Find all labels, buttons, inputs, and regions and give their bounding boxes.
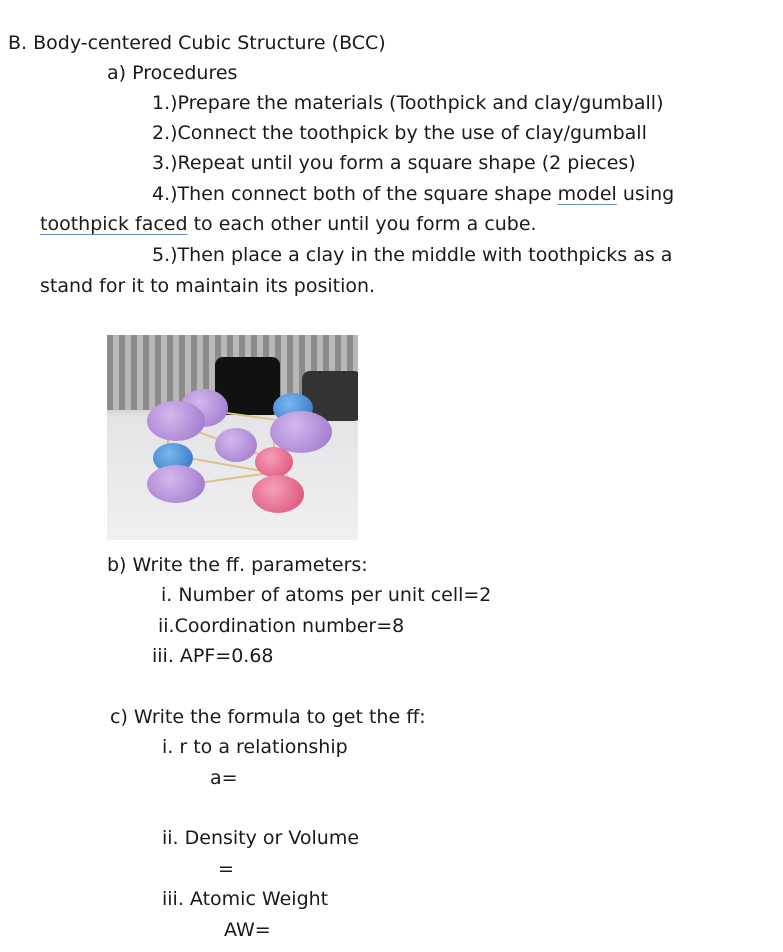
parameters-heading: b) Write the ff. parameters: xyxy=(107,554,368,576)
step-4-continued xyxy=(40,212,537,236)
bcc-model-photo xyxy=(107,335,358,540)
formula-aw-label: iii. Atomic Weight xyxy=(162,888,329,910)
step-3: 3.)Repeat until you form a square shape (2 pieces) xyxy=(152,152,636,174)
step-1: 1.)Prepare the materials (Toothpick and clay/gumball) xyxy=(152,92,664,114)
parameter-atoms-per-cell: i. Number of atoms per unit cell=2 xyxy=(161,584,492,606)
formula-aw-value: AW= xyxy=(224,919,271,941)
formula-r-label: i. r to a relationship xyxy=(162,736,348,758)
step-4 xyxy=(152,182,674,206)
section-title: B. Body-centered Cubic Structure (BCC) xyxy=(8,32,386,54)
purple-ball xyxy=(147,465,205,503)
formula-r-value: a= xyxy=(210,767,238,789)
pink-ball xyxy=(255,447,293,477)
step-4-text: 4.)Then connect both of the square shape xyxy=(152,183,558,205)
formulas-heading: c) Write the formula to get the ff: xyxy=(110,706,426,728)
parameter-coordination-number: ii.Coordination number=8 xyxy=(158,615,405,637)
step-4-text-3: to each other until you form a cube. xyxy=(187,213,537,235)
pink-ball xyxy=(252,475,304,513)
center-purple-ball xyxy=(215,428,257,462)
spell-underline-toothpick-faced: toothpick faced xyxy=(40,213,188,235)
step-5: 5.)Then place a clay in the middle with toothpicks as a xyxy=(152,244,673,266)
step-2: 2.)Connect the toothpick by the use of clay/gumball xyxy=(152,122,647,144)
step-4-text-2: using xyxy=(616,183,675,205)
formula-density-value: = xyxy=(218,858,234,880)
purple-ball xyxy=(147,401,205,441)
parameter-apf: iii. APF=0.68 xyxy=(152,645,274,667)
formula-density-label: ii. Density or Volume xyxy=(162,827,360,849)
procedures-heading: a) Procedures xyxy=(107,62,238,84)
spell-underline-model: model xyxy=(557,183,617,205)
step-5-continued: stand for it to maintain its position. xyxy=(40,275,376,297)
